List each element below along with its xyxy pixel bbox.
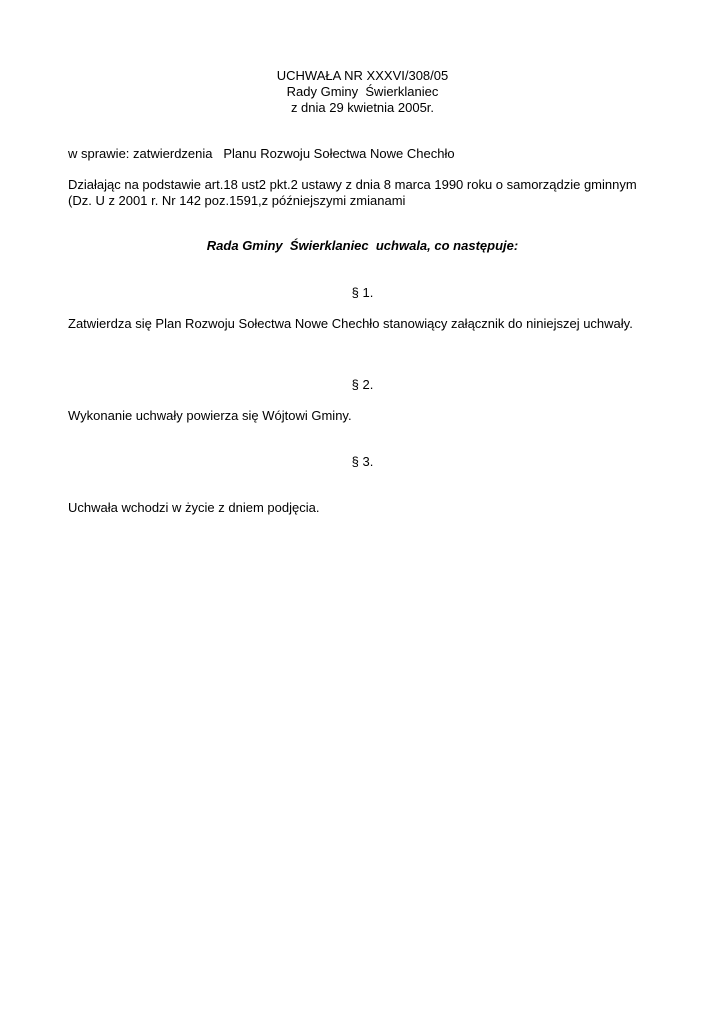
legal-basis-line-2: (Dz. U z 2001 r. Nr 142 poz.1591,z późniejszymi zmianami (68, 193, 406, 208)
resolution-date: z dnia 29 kwietnia 2005r. (290, 100, 435, 115)
resolution-subject: w sprawie: zatwierdzenia Planu Rozwoju Sołectwa Nowe Chechło (68, 146, 455, 161)
section-1-text: Zatwierdza się Plan Rozwoju Sołectwa Nowe Chechło stanowiący załącznik do niniejszej uchwały. (68, 316, 633, 331)
section-1-number: § 1. (351, 285, 374, 300)
resolution-title: UCHWAŁA NR XXXVI/308/05 (276, 68, 449, 83)
legal-basis-line-1: Działając na podstawie art.18 ust2 pkt.2 ustawy z dnia 8 marca 1990 roku o samorządzie gminnym (68, 177, 637, 192)
section-2-text: Wykonanie uchwały powierza się Wójtowi Gminy. (68, 408, 352, 423)
section-3-number: § 3. (351, 454, 374, 469)
resolution-intro: Rada Gminy Świerklaniec uchwala, co następuje: (206, 238, 519, 253)
resolution-issuer: Rady Gminy Świerklaniec (286, 84, 439, 99)
section-2-number: § 2. (351, 377, 374, 392)
section-3-text: Uchwała wchodzi w życie z dniem podjęcia. (68, 500, 320, 515)
